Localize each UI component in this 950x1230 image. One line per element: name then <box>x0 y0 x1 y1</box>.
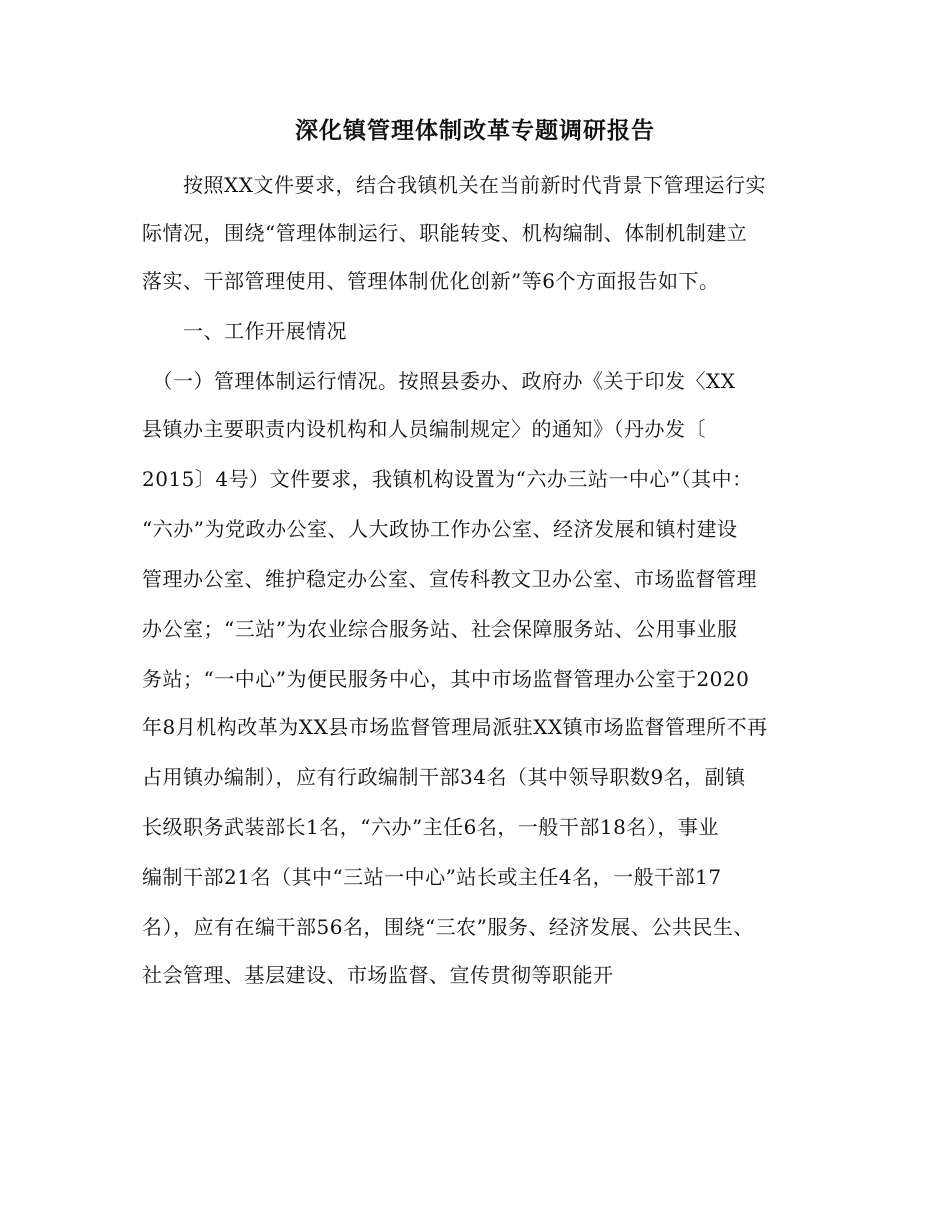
body-line-9: 管理办公室、维护稳定办公室、宣传科教文卫办公室、市场监督管理 <box>142 567 757 591</box>
section-heading-1: 一、工作开展情况 <box>142 319 347 343</box>
body-line-10: 办公室；“三站”为农业综合服务站、社会保障服务站、公用事业服 <box>142 617 738 641</box>
body-line-17: 社会管理、基层建设、市场监督、宣传贯彻等职能开 <box>142 963 614 987</box>
body-line-13: 占用镇办编制），应有行政编制干部34名（其中领导职数9名，副镇 <box>142 765 746 789</box>
body-line-1: 按照XX文件要求，结合我镇机关在当前新时代背景下管理运行实 <box>142 173 766 197</box>
body-line-3: 落实、干部管理使用、管理体制优化创新”等6个方面报告如下。 <box>142 269 720 293</box>
body-line-16: 名），应有在编干部56名，围绕“三农”服务、经济发展、公共民生、 <box>142 915 754 939</box>
document-title: 深化镇管理体制改革专题调研报告 <box>295 117 655 144</box>
body-line-14: 长级职务武装部长1名，“六办”主任6名，一般干部18名），事业 <box>142 815 719 839</box>
body-line-5: （一）管理体制运行情况。按照县委办、政府办《关于印发〈XX <box>142 369 736 393</box>
body-line-7: 2015〕4号）文件要求，我镇机构设置为“六办三站一中心”（其中： <box>142 467 753 491</box>
body-line-11: 务站；“一中心”为便民服务中心，其中市场监督管理办公室于2020 <box>142 667 750 691</box>
body-line-15: 编制干部21名（其中“三站一中心”站长或主任4名，一般干部17 <box>142 865 722 889</box>
body-line-6: 县镇办主要职责内设机构和人员编制规定〉的通知》（丹办发〔 <box>142 417 706 441</box>
body-line-8: “六办”为党政办公室、人大政协工作办公室、经济发展和镇村建设 <box>142 517 738 541</box>
body-line-2: 际情况，围绕“管理体制运行、职能转变、机构编制、体制机制建立 <box>142 221 748 245</box>
body-line-12: 年8月机构改革为XX县市场监督管理局派驻XX镇市场监督管理所不再 <box>142 715 768 739</box>
